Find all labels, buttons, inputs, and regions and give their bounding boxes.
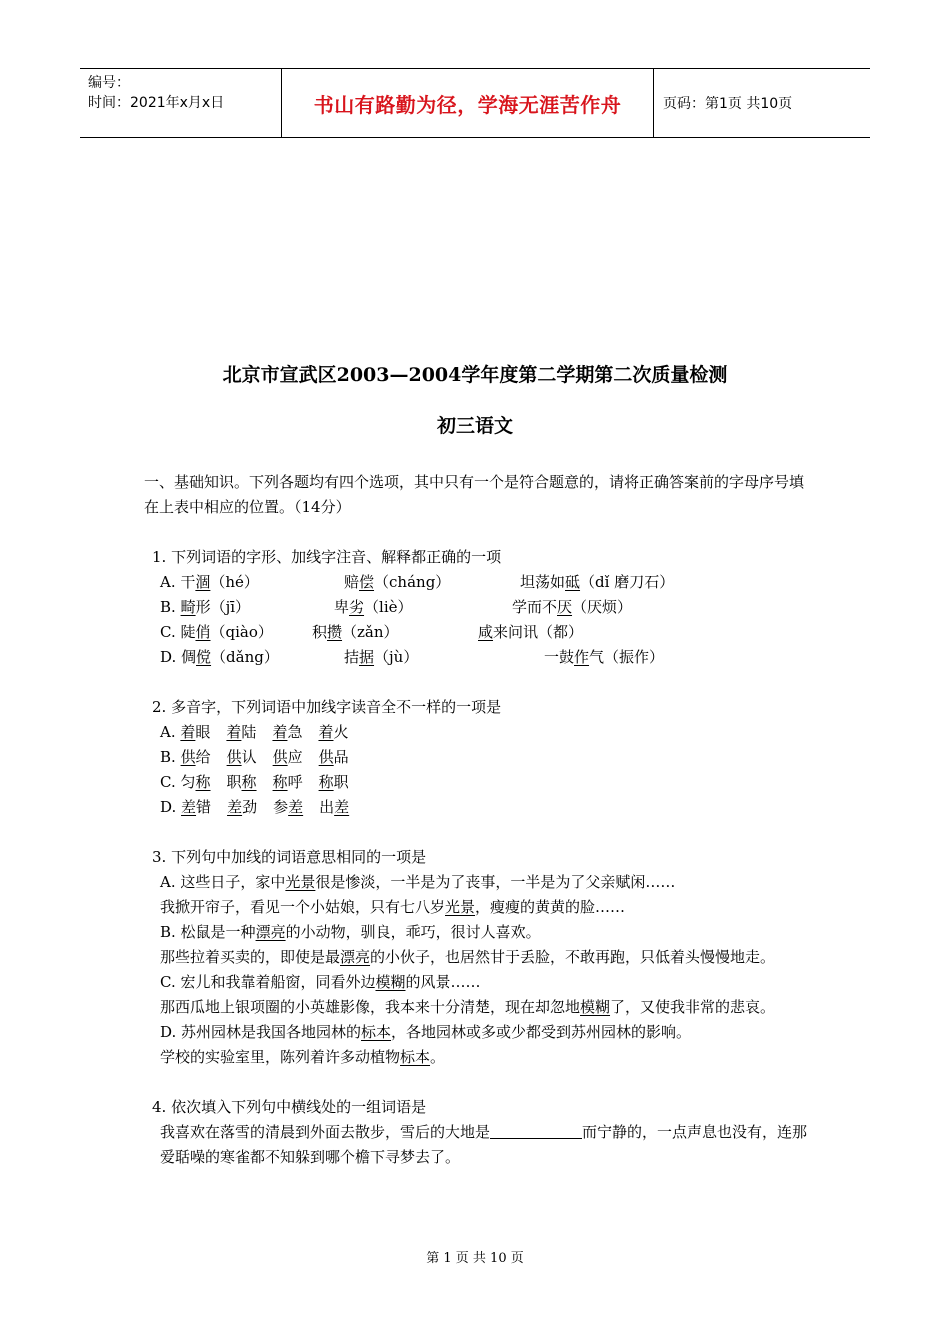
q1-option-cell: 卑劣（liè） xyxy=(334,598,413,616)
q1-stem: 1. 下列词语的字形、加线字注音、解释都正确的一项 xyxy=(152,548,502,566)
q1-option-cell: B. 畸形（jī） xyxy=(160,598,251,616)
q1-option-row xyxy=(144,595,814,620)
date-label: 时间：2021年x月x日 xyxy=(88,95,225,111)
header-meta-cell xyxy=(80,69,282,137)
q3-option-c2: 那西瓜地上银项圈的小英雄影像，我本来十分清楚，现在却忽地模糊了，又使我非常的悲哀。 xyxy=(160,998,776,1016)
q3-option-a2: 我掀开帘子，看见一个小姑娘，只有七八岁光景，瘦瘦的黄黄的脸…… xyxy=(160,898,626,916)
q2-word: 差劲 xyxy=(227,798,258,816)
q2-word: 职称 xyxy=(226,773,257,791)
q1-options xyxy=(144,570,814,670)
q4-passage: 我喜欢在落雪的清晨到外面去散步，雪后的大地是 而宁静的，一点声息也没有，连那爱聒噪的寒雀都不知躲到哪个檐下寻梦去了。 xyxy=(160,1123,808,1166)
document-title: 北京市宣武区2003—2004学年度第二学期第二次质量检测 xyxy=(222,364,728,386)
q3-option-d2: 学校的实验室里，陈列着许多动植物标本。 xyxy=(160,1048,446,1066)
q2-options xyxy=(144,720,814,820)
q2-stem: 2. 多音字，下列词语中加线字读音全不一样的一项是 xyxy=(152,698,502,716)
q2-word: 称呼 xyxy=(272,773,303,791)
q1-option-cell: A. 干涸（hé） xyxy=(160,573,259,591)
q4-stem: 4. 依次填入下列句中横线处的一组词语是 xyxy=(152,1098,427,1116)
q1-option-row xyxy=(144,570,814,595)
section1-intro: 一、基础知识。下列各题均有四个选项，其中只有一个是符合题意的，请将正确答案前的字母序号填在上表中相应的位置。（14分） xyxy=(144,473,805,516)
q2-word: 着陆 xyxy=(226,723,257,741)
q1-option-cell: 学而不厌（厌烦） xyxy=(512,598,633,616)
q2-option-row: A. 着眼 着陆 着急 着火 xyxy=(160,723,349,741)
q1-option-cell: 坦荡如砥（dǐ 磨刀石） xyxy=(520,573,675,591)
q3-option-b2: 那些拉着买卖的，即使是最漂亮的小伙子，也居然甘于丢脸，不敢再跑，只低着头慢慢地走。 xyxy=(160,948,776,966)
q2-word: 参差 xyxy=(273,798,304,816)
q3-option-b1: B. 松鼠是一种漂亮的小动物，驯良，乖巧，很讨人喜欢。 xyxy=(160,923,541,941)
q1-option-cell: 积攒（zǎn） xyxy=(312,623,399,641)
document-subtitle: 初三语文 xyxy=(436,415,513,437)
q2-word: 差错 xyxy=(181,798,212,816)
q2-word: 着急 xyxy=(272,723,303,741)
q2-word: 着火 xyxy=(318,723,349,741)
q2-word: 称职 xyxy=(318,773,349,791)
q2-word: 供给 xyxy=(180,748,211,766)
q3-option-a1: A. 这些日子，家中光景很是惨淡，一半是为了丧事，一半是为了父亲赋闲…… xyxy=(160,873,676,891)
q2-word: 供品 xyxy=(318,748,349,766)
q1-option-cell: C. 陡俏（qiào） xyxy=(160,623,273,641)
q1-option-cell: 咸来问讯（都） xyxy=(478,623,584,641)
serial-label: 编号： xyxy=(88,75,130,91)
page-info: 页码：第1页 共10页 xyxy=(663,96,793,112)
q3-option-d1: D. 苏州园林是我国各地园林的标本，各地园林或多或少都受到苏州园林的影响。 xyxy=(160,1023,692,1041)
q2-word: 供应 xyxy=(272,748,303,766)
q1-option-cell: 赔偿（cháng） xyxy=(344,573,451,591)
q1-option-cell: 拮据（jù） xyxy=(344,648,419,666)
q2-option-row: C. 匀称 职称 称呼 称职 xyxy=(160,773,349,791)
q2-word: 匀称 xyxy=(180,773,211,791)
q2-option-row: B. 供给 供认 供应 供品 xyxy=(160,748,349,766)
document-body xyxy=(144,470,814,1170)
q2-word: 出差 xyxy=(319,798,350,816)
q1-option-cell: D. 倜傥（dǎng） xyxy=(160,648,279,666)
q2-word: 着眼 xyxy=(180,723,211,741)
motto: 书山有路勤为径，学海无涯苦作舟 xyxy=(282,69,654,137)
q3-stem: 3. 下列句中加线的词语意思相同的一项是 xyxy=(152,848,427,866)
q1-option-row xyxy=(144,620,814,645)
fill-blank[interactable] xyxy=(490,1122,582,1139)
page-footer: 第 1 页 共 10 页 xyxy=(426,1251,524,1266)
q1-option-cell: 一鼓作气（振作） xyxy=(544,648,665,666)
q1-option-row xyxy=(144,645,814,670)
q2-word: 供认 xyxy=(226,748,257,766)
q3-option-c1: C. 宏儿和我靠着船窗，同看外边模糊的风景…… xyxy=(160,973,481,991)
q2-option-row: D. 差错 差劲 参差 出差 xyxy=(160,798,350,816)
header-table xyxy=(80,68,870,138)
